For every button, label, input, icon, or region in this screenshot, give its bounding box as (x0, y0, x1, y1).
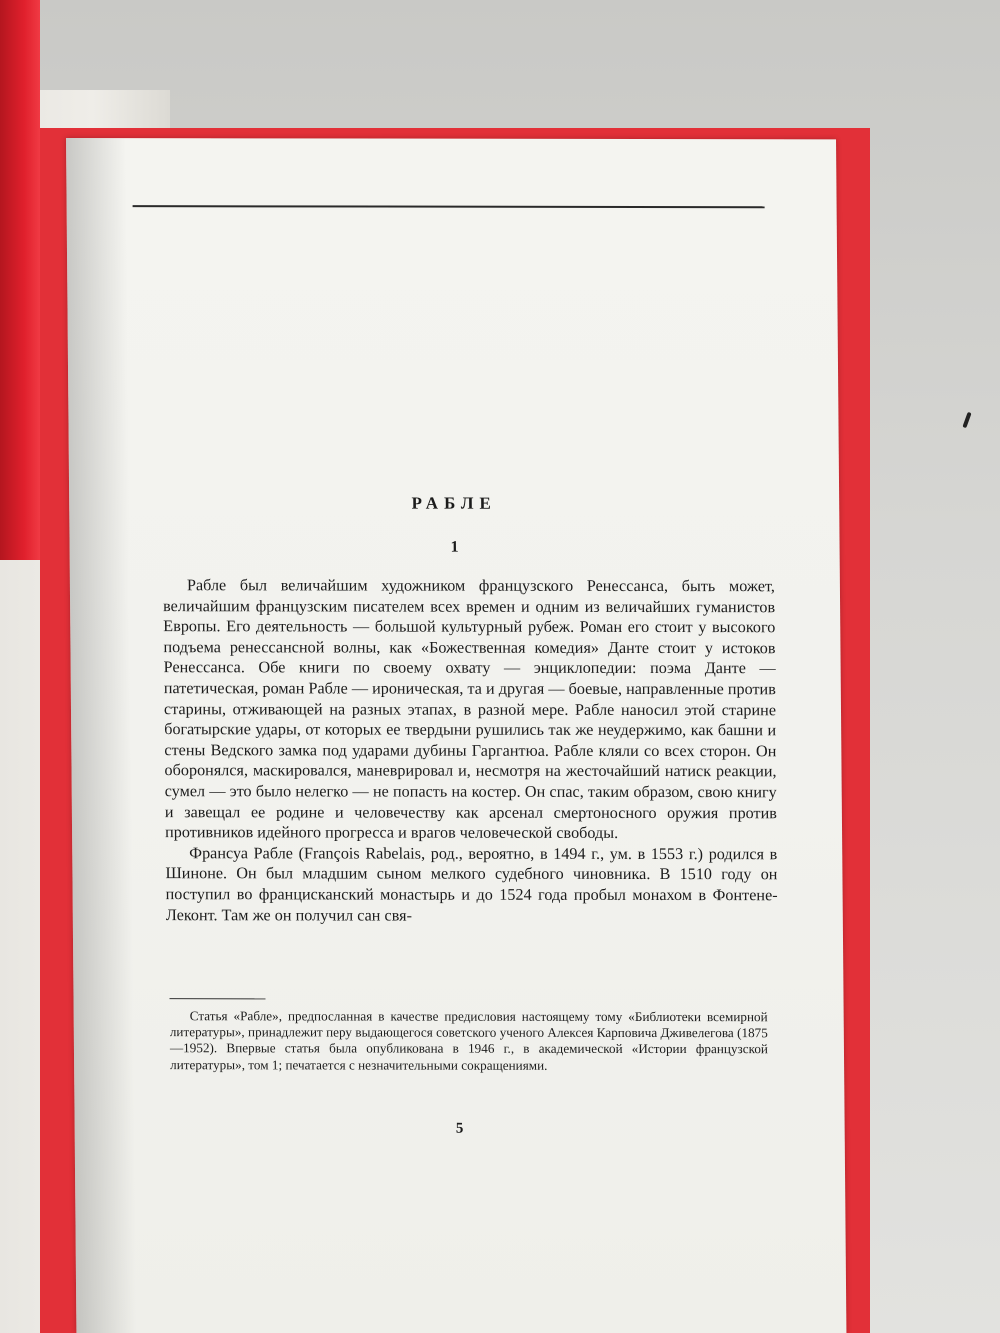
paragraph: Рабле был величайшим художником французского Ренессанса, быть может, величайшим французским писателем всех времен и одним из величайших гуманистов Европы. Его деятельность — большой культурный рубеж. Роман его стоит у высокого подъема ренессансной волны, как «Божественная комедия» Данте стоит у истоков Ренессанса. Обе книги по своему охвату — энциклопедии: поэма Данте — патетическая, роман Рабле — ироническая, та и другая — боевые, направленные против старины, отживающей на разных этапах, в разной мере. Рабле наносил этой старине богатырские удары, от которых ее твердыни рушились так же неудержимо, как башни и стены Ведского замка под ударами дубины Гаргантюа. Рабле кляли со всех сторон. Он оборонялся, маскировался, маневрировал и, несмотря на жесточайший натиск реакции, сумел — это было нелегко — не попасть на костер. Он спас, таким образом, свою книгу и завещал ее родине и человечеству как арсенал смертоносного оружия против противников идейного прогресса и врагов человеческой свободы. (163, 576, 777, 843)
footnote-text: Статья «Рабле», предпосланная в качестве предисловия настоящему тому «Библиотеки всемирной литературы», принадлежит перу выдающегося советского ученого Алексея Карповича Дживелегова (1875—1952). Впервые статья была опубликована в 1946 г., в академической «Истории французской литературы», том 1; печатается с незначительными сокращениями. (169, 1008, 769, 1073)
paragraph: Франсуа Рабле (François Rabelais, род., вероятно, в 1494 г., ум. в 1553 г.) родился в Шиноне. Он был младшим сыном мелкого судебного чиновника. В 1510 году он поступил во францисканский монастырь и до 1524 года пробыл монахом в Фонтене-Леконт. Там же он получил сан свя- (165, 843, 778, 925)
book-cover-edge (0, 0, 40, 560)
footnote-rule (170, 998, 266, 999)
body-text (163, 575, 778, 926)
chapter-heading: РАБЛЕ (411, 493, 497, 513)
book-page (66, 138, 846, 1333)
gutter-shadow (66, 138, 136, 1333)
page-number: 5 (455, 1120, 464, 1137)
header-rule (133, 205, 765, 208)
footnote (170, 1008, 769, 1074)
section-number: 1 (450, 538, 459, 556)
